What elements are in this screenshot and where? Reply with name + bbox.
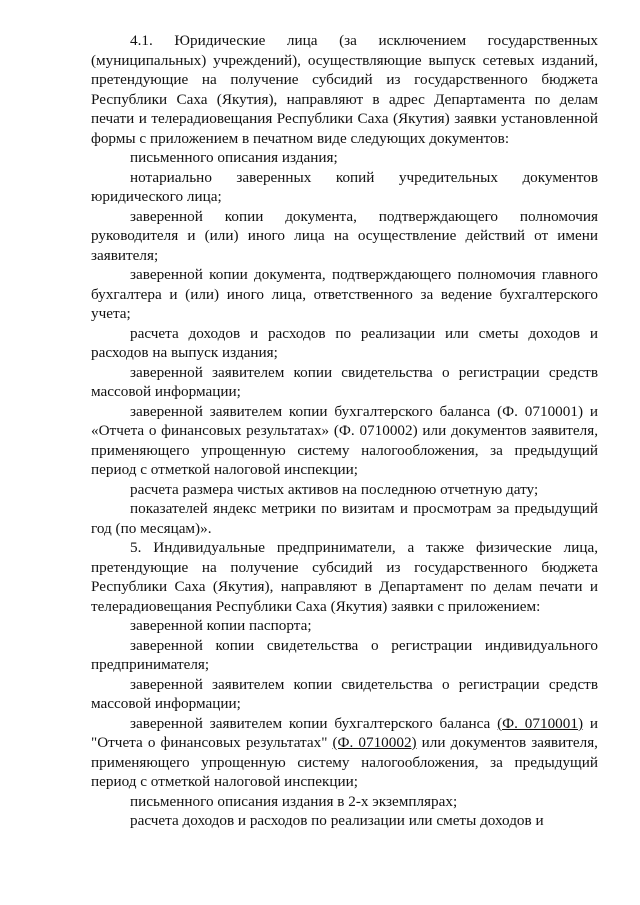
paragraph-text: заверенной заявителем копии свидетельства о регистрации средств массовой информации; <box>91 675 598 712</box>
paragraph <box>91 207 598 266</box>
paragraph-text: письменного описания издания; <box>130 149 338 166</box>
paragraph-text: расчета доходов и расходов по реализации или сметы доходов и расходов на выпуск издания; <box>91 324 598 361</box>
paragraph-text: нотариально заверенных копий учредительных документов юридического лица; <box>91 168 598 205</box>
form-reference-link[interactable]: (Ф. 0710001) <box>497 714 584 732</box>
paragraph <box>91 792 598 812</box>
paragraph-text: показателей яндекс метрики по визитам и просмотрам за предыдущий год (по месяцам)». <box>91 500 598 537</box>
paragraph <box>91 31 598 148</box>
paragraph-text: заверенной заявителем копии свидетельства о регистрации средств массовой информации; <box>91 363 598 400</box>
paragraph <box>91 480 598 500</box>
paragraph <box>91 148 598 168</box>
paragraph-text: заверенной копии паспорта; <box>130 617 312 634</box>
paragraph <box>91 265 598 324</box>
paragraph <box>91 168 598 207</box>
paragraph-text: заверенной заявителем копии бухгалтерского баланса <box>130 714 498 732</box>
paragraph <box>91 363 598 402</box>
paragraph-text: и "Отчета о финансовых результатах" <box>91 714 598 751</box>
paragraph-text: заверенной копии документа, подтверждающего полномочия главного бухгалтера и (или) иного лица, ответственного за ведение бухгалтерского учета; <box>91 266 598 322</box>
paragraph-text: заверенной копии свидетельства о регистрации индивидуального предпринимателя; <box>91 636 598 673</box>
paragraph <box>91 538 598 616</box>
paragraph-text: или документов заявителя, применяющего упрощенную систему налогообложения, за предыдущий период с отметкой налоговой инспекции; <box>91 734 598 790</box>
paragraph-text: расчета размера чистых активов на последнюю отчетную дату; <box>130 480 539 498</box>
form-reference-link[interactable]: (Ф. 0710002) <box>332 734 417 751</box>
paragraph-text: заверенной заявителем копии бухгалтерского баланса (Ф. 0710001) и «Отчета о финансовых результатах» (Ф. 0710002) или документов заявителя, применяющего упрощенную систему налогообложения, за предыдущий период с отметкой налоговой инспекции; <box>91 402 598 478</box>
document-page <box>91 31 598 831</box>
paragraph-text: письменного описания издания в 2-х экземплярах; <box>130 792 458 810</box>
paragraph <box>91 499 598 538</box>
paragraph-text: заверенной копии документа, подтверждающего полномочия руководителя и (или) иного лица на осуществление действий от имени заявителя; <box>91 207 598 264</box>
paragraph-text: 4.1. Юридические лица (за исключением государственных (муниципальных) учреждений), осуществляющие выпуск сетевых изданий, претендующие на получение субсидий из государственного бюджета Республики Саха (Якутия), направляют в адрес Департамента по делам печати и телерадиовещания Республики Саха (Якутия) заявки установленной формы с приложением в печатном виде следующих документов: <box>91 32 598 147</box>
paragraph <box>91 811 598 831</box>
paragraph <box>91 402 598 480</box>
paragraph <box>91 616 598 636</box>
paragraph <box>91 324 598 363</box>
paragraph <box>91 636 598 675</box>
paragraph <box>91 675 598 714</box>
paragraph <box>91 714 598 792</box>
paragraph-text: 5. Индивидуальные предприниматели, а также физические лица, претендующие на получение субсидий из государственного бюджета Республики Саха (Якутия), направляют в Департамент по делам печати и телерадиовещания Республики Саха (Якутия) заявки с приложением: <box>91 539 598 615</box>
paragraph-text: расчета доходов и расходов по реализации или сметы доходов и <box>130 812 544 829</box>
